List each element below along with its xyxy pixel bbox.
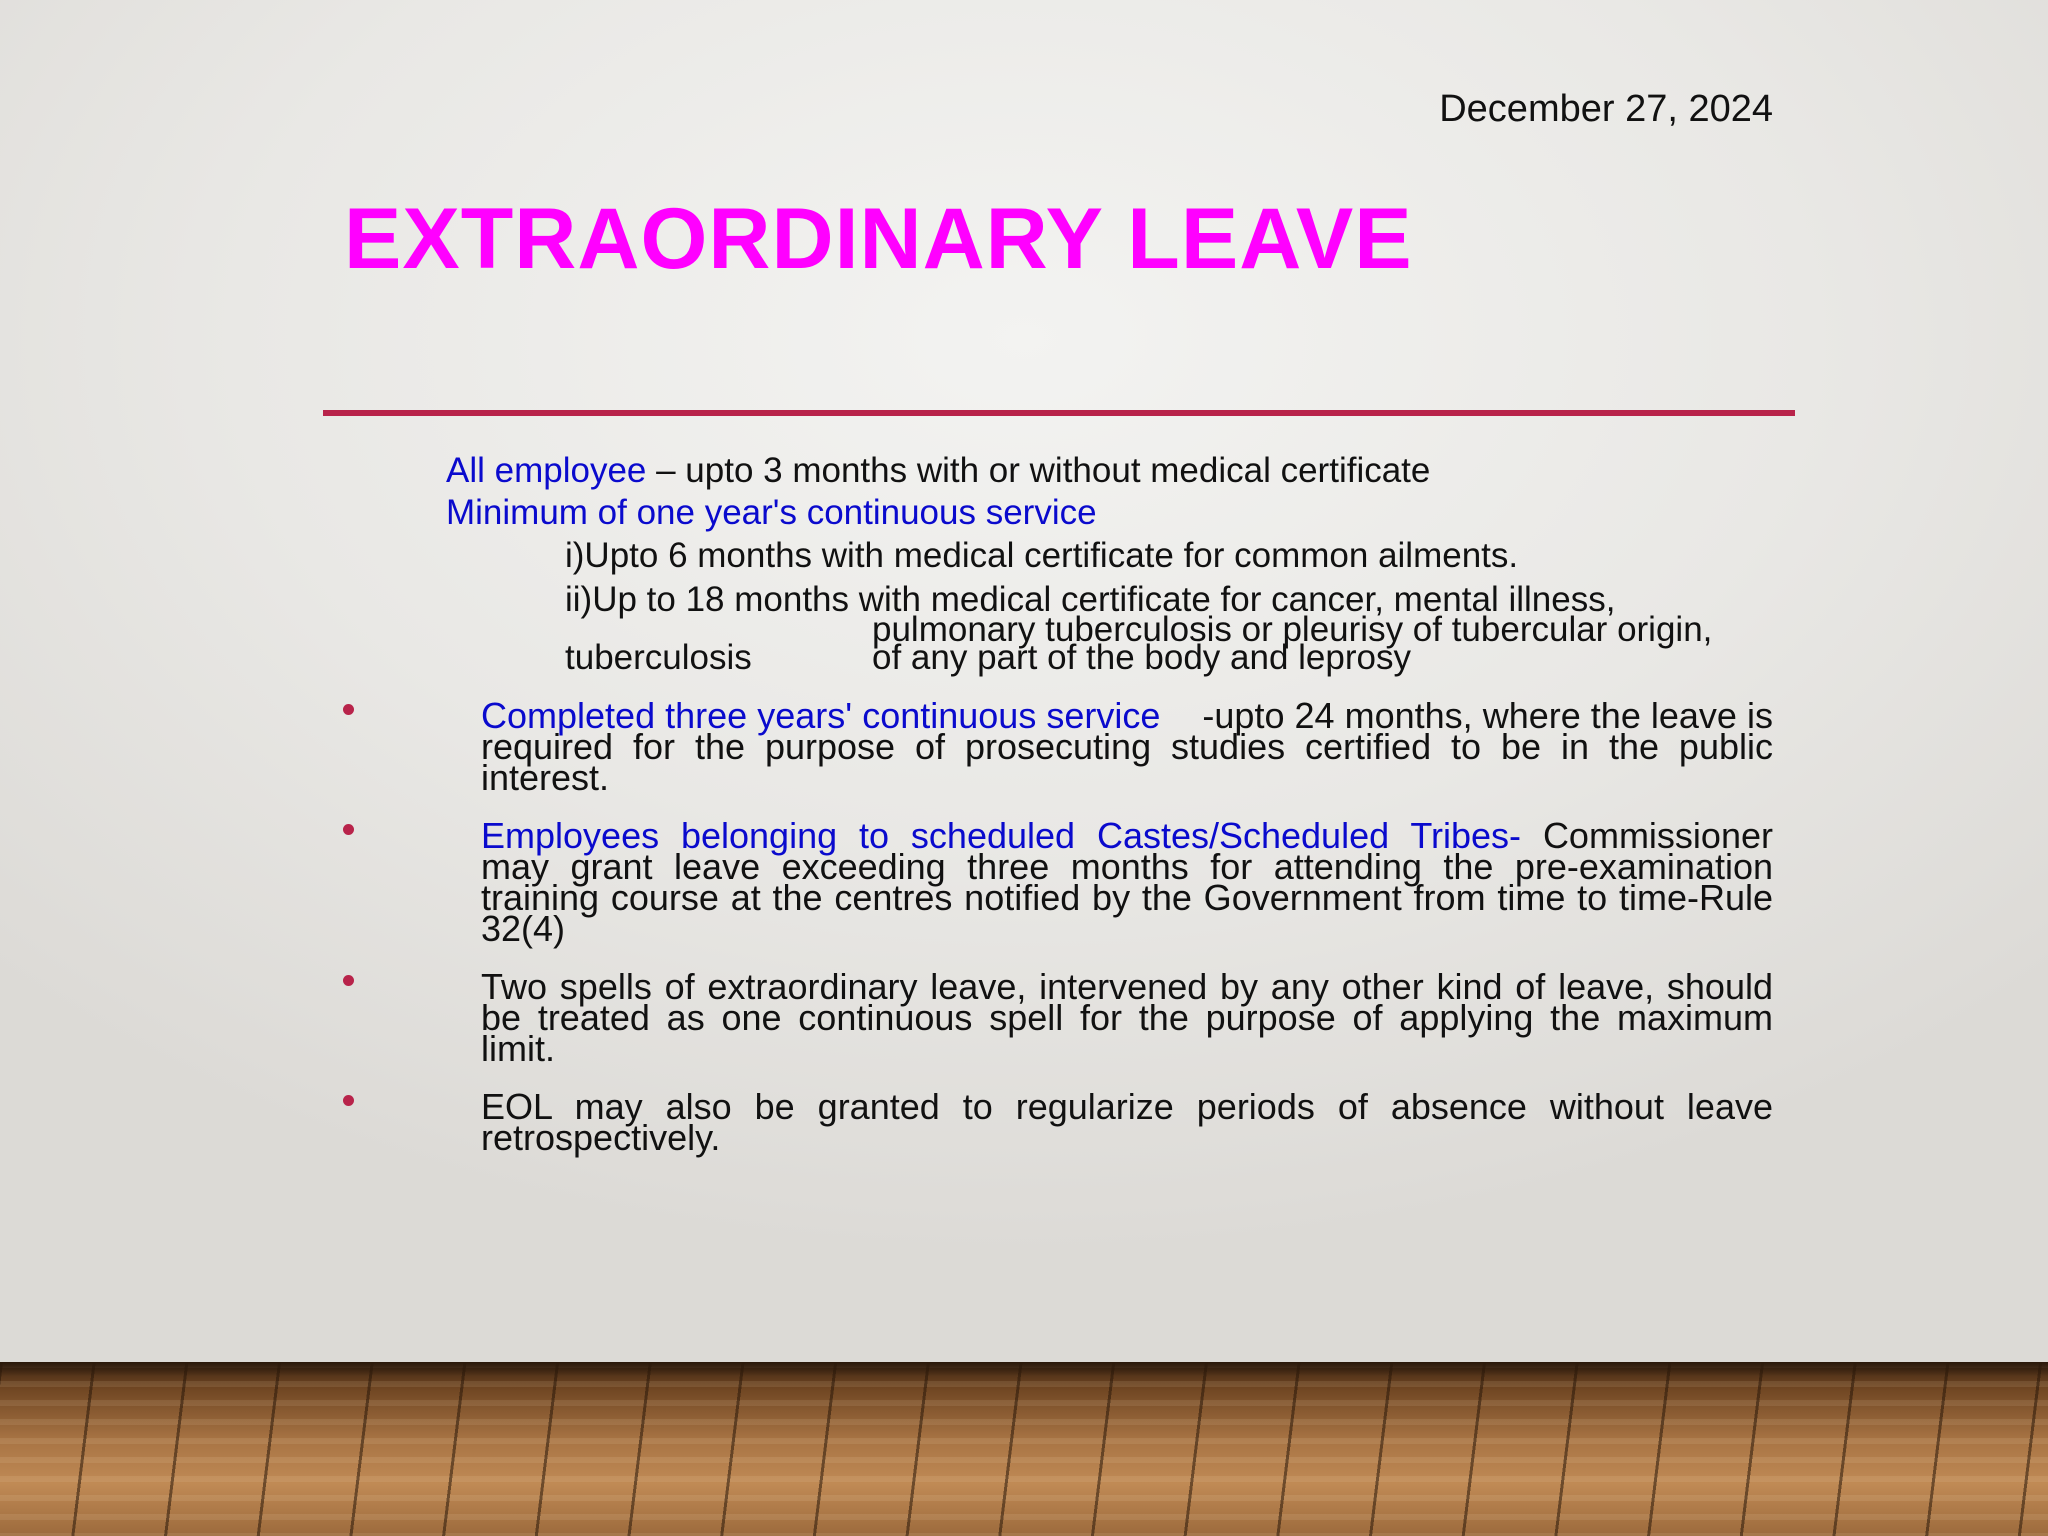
bullet-marker xyxy=(343,824,354,835)
bullet-text: -upto 24 months, where the leave is required for the purpose of prosecuting studies certified to be in the public interest. xyxy=(481,695,1774,798)
bullet-eol: EOL may also be granted to regularize periods of absence without leave retrospectively. xyxy=(481,1086,1773,1158)
bullet-marker xyxy=(343,704,354,715)
bullet-sc-st xyxy=(481,815,1773,949)
bullet-lead: Employees belonging to scheduled Castes/Scheduled Tribes- xyxy=(481,815,1522,856)
intro-line-minimum-service: Minimum of one year's continuous service xyxy=(446,493,1097,532)
sub-item-ii-line1: ii)Up to 18 months with medical certificate for cancer, mental illness, xyxy=(565,580,1616,619)
intro-lead-all-employee: All employee xyxy=(446,451,647,490)
intro-line-all-employee xyxy=(446,451,1431,490)
bullet-three-years xyxy=(481,695,1774,798)
bullet-text: Commissioner may grant leave exceeding three months for attending the pre-examination training course at the centres notified by the Government from time to time-Rule 32(4) xyxy=(481,815,1773,949)
sub-item-ii-line2: pulmonary tuberculosis or pleurisy of tubercular origin, xyxy=(872,610,1713,649)
bullet-marker xyxy=(343,1095,354,1106)
bullet-two-spells: Two spells of extraordinary leave, intervened by any other kind of leave, should be treated as one continuous spell for the purpose of applying the maximum limit. xyxy=(481,966,1773,1069)
sub-item-i: i)Upto 6 months with medical certificate for common ailments. xyxy=(565,536,1519,575)
slide-date: December 27, 2024 xyxy=(1439,88,1773,130)
slide-title: EXTRAORDINARY LEAVE xyxy=(344,191,1413,287)
sub-item-ii-left: tuberculosis xyxy=(565,638,752,677)
bullet-lead: Completed three years' continuous service xyxy=(481,695,1161,736)
bullet-marker xyxy=(343,975,354,986)
intro-text-all-employee: – upto 3 months with or without medical certificate xyxy=(646,451,1431,490)
sub-item-ii-line3: of any part of the body and leprosy xyxy=(872,638,1411,677)
